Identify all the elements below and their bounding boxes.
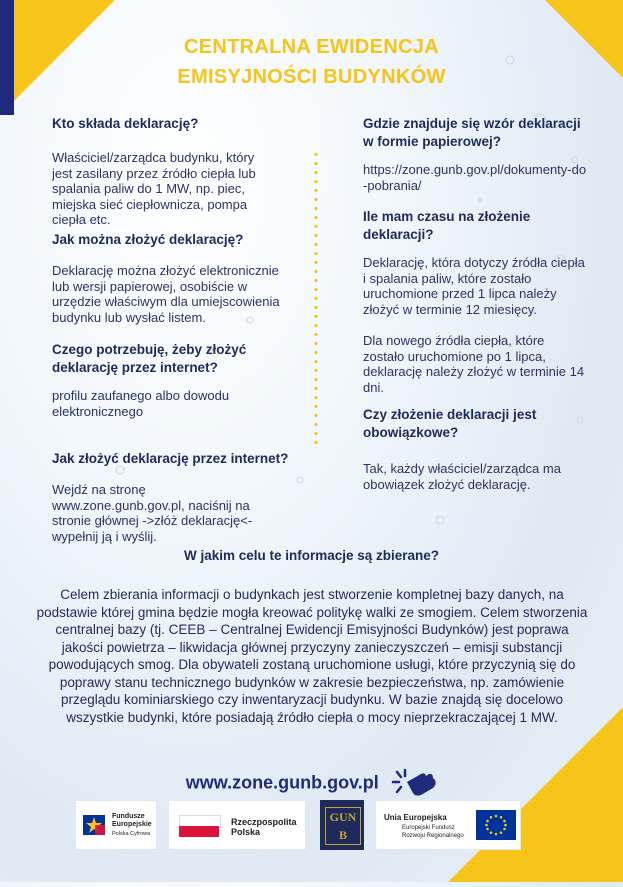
question-where-template: Gdzie znajduje się wzór deklaracji w formie papierowej? <box>363 116 581 149</box>
rp-line2: Polska <box>231 827 261 837</box>
fe-star-icon <box>81 811 109 839</box>
fe-line3: Polska Cyfrowa <box>112 831 151 837</box>
answer-where-template: https://zone.gunb.gov.pl/dokumenty-do-pobrania/ <box>363 162 587 193</box>
answer-what-needed: profilu zaufanego albo dowodu elektronicznego <box>52 388 230 419</box>
question-what-needed: Czego potrzebuję, żeby złożyć deklarację przez internet? <box>52 342 247 375</box>
answer-how-long-existing: Deklarację, która dotyczy źródła ciepła i spalania paliw, które zostało uruchomione przed 1 lipca należy złożyć w terminie 12 miesięcy. <box>363 255 585 317</box>
answer-who: Właściciel/zarządca budynku, który jest zasilany przez źródło ciepła lub spalania paliw do 1 MW, np. piec, miejska sieć ciepłownicza, pompa ciepła etc. <box>52 150 256 227</box>
logo-bar <box>0 800 623 852</box>
ue-line3: Rozwoju Regionalnego <box>402 833 464 839</box>
fe-line2: Europejskie <box>112 821 152 828</box>
question-how-long: Ile mam czasu na złożenie deklaracji? <box>363 209 531 242</box>
eu-flag-icon <box>476 810 516 840</box>
flag-red <box>179 826 219 837</box>
gunb-emblem: GUNB <box>325 807 361 845</box>
title-line-1: CENTRALNA EWIDENCJA <box>184 36 439 58</box>
click-hand-icon <box>391 768 437 798</box>
answer-mandatory: Tak, każdy właściciel/zarządca ma obowiązek złożyć deklarację. <box>363 461 561 492</box>
page-title <box>0 32 623 92</box>
logo-fundusze-europejskie <box>75 800 157 850</box>
logo-gunb <box>320 800 364 850</box>
ue-line2: Europejski Fundusz <box>402 825 455 831</box>
fe-line1: Fundusze <box>112 813 145 820</box>
website-line <box>0 768 623 798</box>
ue-line1: Unia Europejska <box>384 813 447 822</box>
question-mandatory: Czy złożenie deklaracji jest obowiązkowe? <box>363 407 537 440</box>
rp-line1: Rzeczpospolita <box>231 817 297 827</box>
title-line-2: EMISYJNOŚCI BUDYNKÓW <box>177 66 446 88</box>
column-divider <box>314 150 318 450</box>
answer-purpose: Celem zbierania informacji o budynkach jest stworzenie kompletnej bazy danych, na podstawie której gmina będzie mogła kreować politykę walki ze smogiem. Celem stworzenia centralnej bazy (tj. CEEB – Centralnej Ewidencji Emisyjności Budynków) jest poprawa jakości powietrza – likwidacja głównej przyczyny zanieczyszczeń – emisji substancji powodujących smog. Dla obywateli zostaną uruchomione usługi, które przyczynią się do poprawy stanu technicznego budynków w zakresie bezpieczeństwa, np. zamówienie przeglądu kominiarskiego czy inwentaryzacji budynku. W bazie znajdą się docelowo wszystkie budynki, które posiadają źródło ciepła o mocy nieprzekraczającej 1 MW. <box>36 587 588 725</box>
logo-unia-europejska <box>375 800 521 850</box>
answer-how-long-new: Dla nowego źródła ciepła, które zostało uruchomione po 1 lipca, deklarację należy złożyć w terminie 14 dni. <box>363 333 585 395</box>
question-how-online: Jak złożyć deklarację przez internet? <box>52 451 289 466</box>
question-purpose: W jakim celu te informacje są zbierane? <box>183 548 440 563</box>
website-link[interactable]: www.zone.gunb.gov.pl <box>185 772 379 793</box>
question-who: Kto składa deklarację? <box>52 116 199 131</box>
answer-how-online: Wejdź na stronę www.zone.gunb.gov.pl, naciśnij na stronie głównej ->złóż deklarację<- wypełnij ją i wyślij. <box>52 482 253 544</box>
answer-how: Deklarację można złożyć elektronicznie lub wersji papierowej, osobiście w urzędzie właściwym dla umiejscowienia budynku lub wysłać listem. <box>52 263 280 325</box>
question-how: Jak można złożyć deklarację? <box>52 232 244 247</box>
logo-rzeczpospolita-polska <box>168 800 306 850</box>
